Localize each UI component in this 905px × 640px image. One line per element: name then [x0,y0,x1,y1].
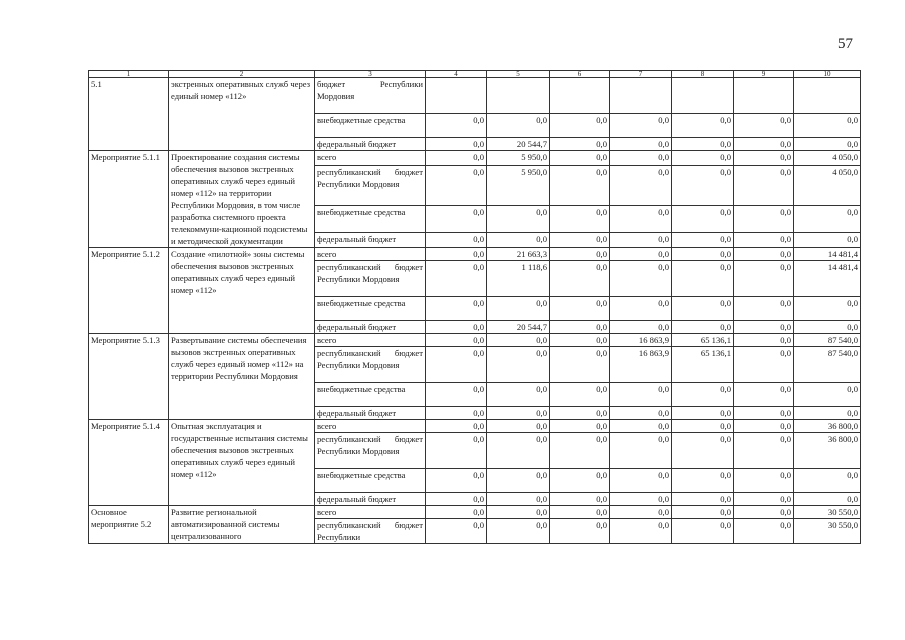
value-cell: 36 800,0 [794,433,861,469]
value-cell: 20 544,7 [487,138,550,151]
value-cell: 87 540,0 [794,334,861,347]
value-cell: 0,0 [550,138,610,151]
value-cell: 0,0 [610,506,672,519]
value-cell: 0,0 [426,114,487,138]
value-cell: 0,0 [672,233,734,248]
value-cell: 0,0 [487,114,550,138]
funding-source-cell: внебюджетные средства [315,297,426,321]
funding-source-cell: внебюджетные средства [315,383,426,407]
value-cell: 0,0 [426,420,487,433]
value-cell: 0,0 [426,469,487,493]
value-cell: 0,0 [734,206,794,233]
column-number: 7 [610,71,672,78]
funding-source-cell: федеральный бюджет [315,493,426,506]
value-cell: 0,0 [794,469,861,493]
value-cell: 0,0 [426,248,487,261]
value-cell: 0,0 [672,261,734,297]
value-cell: 0,0 [550,233,610,248]
value-cell: 0,0 [426,493,487,506]
value-cell: 0,0 [610,383,672,407]
value-cell: 0,0 [610,138,672,151]
value-cell: 0,0 [550,165,610,206]
value-cell: 0,0 [487,383,550,407]
funding-source-cell: внебюджетные средства [315,206,426,233]
value-cell: 20 544,7 [487,321,550,334]
value-cell: 0,0 [550,420,610,433]
value-cell: 0,0 [426,433,487,469]
value-cell: 0,0 [734,506,794,519]
activity-name-cell: Опытная эксплуатация и государственные испытания системы обеспечения вызовов экстренных оперативных служб через единый номер «112» [169,420,315,506]
value-cell: 0,0 [672,433,734,469]
page-number: 57 [838,36,853,52]
value-cell: 0,0 [610,321,672,334]
value-cell: 5 950,0 [487,165,550,206]
value-cell: 0,0 [672,248,734,261]
value-cell: 0,0 [734,420,794,433]
value-cell: 0,0 [610,233,672,248]
value-cell: 0,0 [672,383,734,407]
funding-source-cell: федеральный бюджет [315,321,426,334]
value-cell: 0,0 [487,233,550,248]
funding-source-cell: внебюджетные средства [315,469,426,493]
value-cell: 0,0 [610,493,672,506]
column-number: 3 [315,71,426,78]
value-cell: 0,0 [610,248,672,261]
funding-source-cell: внебюджетные средства [315,114,426,138]
value-cell: 0,0 [610,165,672,206]
funding-source-cell: республиканский бюджет Республики [315,519,426,544]
funding-source-cell: республиканский бюджет Республики Мордовия [315,165,426,206]
column-number-row [89,71,861,78]
activity-name-cell: Создание «пилотной» зоны системы обеспечения вызовов экстренных оперативных служб через единый номер «112» [169,248,315,334]
activity-name-cell: Развитие региональной автоматизированной системы централизованного [169,506,315,544]
funding-source-cell: федеральный бюджет [315,233,426,248]
budget-table [88,70,861,544]
value-cell: 0,0 [550,519,610,544]
value-cell: 0,0 [550,151,610,166]
value-cell: 0,0 [550,297,610,321]
value-cell: 0,0 [672,138,734,151]
value-cell: 0,0 [734,519,794,544]
value-cell: 0,0 [426,383,487,407]
activity-cell: Мероприятие 5.1.1 [89,151,169,248]
value-cell: 0,0 [794,206,861,233]
funding-source-cell: всего [315,334,426,347]
value-cell: 0,0 [487,519,550,544]
value-cell: 0,0 [734,433,794,469]
value-cell: 0,0 [426,297,487,321]
value-cell: 21 663,3 [487,248,550,261]
value-cell: 0,0 [794,114,861,138]
funding-source-cell: всего [315,506,426,519]
value-cell: 0,0 [610,261,672,297]
value-cell: 0,0 [487,407,550,420]
column-number: 9 [734,71,794,78]
value-cell: 4 050,0 [794,165,861,206]
activity-name-cell: экстренных оперативных служб через единый номер «112» [169,78,315,151]
value-cell: 0,0 [734,334,794,347]
value-cell: 0,0 [610,420,672,433]
value-cell: 0,0 [487,493,550,506]
value-cell [734,78,794,114]
activity-cell: 5.1 [89,78,169,151]
value-cell: 0,0 [426,206,487,233]
value-cell: 0,0 [794,233,861,248]
value-cell [487,78,550,114]
value-cell: 0,0 [426,233,487,248]
funding-source-cell: республиканский бюджет Республики Мордовия [315,261,426,297]
value-cell: 0,0 [426,261,487,297]
value-cell: 0,0 [734,469,794,493]
value-cell: 0,0 [550,506,610,519]
value-cell: 0,0 [426,519,487,544]
value-cell: 0,0 [550,248,610,261]
value-cell: 0,0 [672,165,734,206]
table-row [89,506,861,519]
value-cell: 16 863,9 [610,334,672,347]
value-cell: 0,0 [550,114,610,138]
activity-name-cell: Проектирование создания системы обеспечения вызовов экстренных оперативных служб через единый номер «112» на территории Республики Мордовия, в том числе разработка системного проекта телекоммуни-кационной подсистемы и методической документации [169,151,315,248]
value-cell: 0,0 [672,519,734,544]
value-cell [550,78,610,114]
value-cell: 0,0 [610,433,672,469]
value-cell: 0,0 [794,321,861,334]
value-cell [610,78,672,114]
value-cell: 0,0 [426,321,487,334]
value-cell: 0,0 [672,321,734,334]
value-cell: 0,0 [734,407,794,420]
column-number: 2 [169,71,315,78]
table-row [89,420,861,433]
funding-source-cell: республиканский бюджет Республики Мордовия [315,433,426,469]
value-cell: 0,0 [794,407,861,420]
value-cell: 0,0 [734,165,794,206]
value-cell: 0,0 [672,297,734,321]
funding-source-cell: всего [315,151,426,166]
column-number: 6 [550,71,610,78]
value-cell: 4 050,0 [794,151,861,166]
value-cell: 0,0 [794,383,861,407]
value-cell: 87 540,0 [794,347,861,383]
value-cell: 0,0 [610,206,672,233]
value-cell: 65 136,1 [672,347,734,383]
value-cell: 0,0 [610,407,672,420]
value-cell: 0,0 [426,506,487,519]
value-cell: 0,0 [734,138,794,151]
value-cell [672,78,734,114]
value-cell: 0,0 [487,347,550,383]
value-cell: 30 550,0 [794,519,861,544]
value-cell: 0,0 [426,138,487,151]
value-cell [426,78,487,114]
value-cell: 30 550,0 [794,506,861,519]
funding-source-cell: федеральный бюджет [315,407,426,420]
value-cell: 0,0 [734,321,794,334]
column-number: 8 [672,71,734,78]
funding-source-cell: республиканский бюджет Республики Мордовия [315,347,426,383]
column-number: 10 [794,71,861,78]
value-cell: 0,0 [487,420,550,433]
value-cell: 0,0 [426,334,487,347]
value-cell: 0,0 [610,469,672,493]
value-cell: 0,0 [487,506,550,519]
value-cell: 65 136,1 [672,334,734,347]
value-cell: 5 950,0 [487,151,550,166]
value-cell: 0,0 [794,493,861,506]
activity-cell: Мероприятие 5.1.3 [89,334,169,420]
activity-cell: Мероприятие 5.1.4 [89,420,169,506]
column-number: 1 [89,71,169,78]
value-cell: 0,0 [672,420,734,433]
value-cell: 0,0 [734,151,794,166]
column-number: 5 [487,71,550,78]
value-cell: 0,0 [426,165,487,206]
activity-name-cell: Развертывание системы обеспечения вызовов экстренных оперативных служб через единый номер «112» на территории Республики Мордовия [169,334,315,420]
value-cell [794,78,861,114]
value-cell: 0,0 [487,469,550,493]
value-cell: 0,0 [794,138,861,151]
value-cell: 0,0 [610,151,672,166]
table-row [89,248,861,261]
value-cell: 0,0 [550,469,610,493]
value-cell: 0,0 [672,206,734,233]
funding-source-cell: бюджет Республики Мордовия [315,78,426,114]
value-cell: 0,0 [610,519,672,544]
value-cell: 0,0 [550,206,610,233]
value-cell: 0,0 [550,347,610,383]
value-cell: 0,0 [672,407,734,420]
activity-cell: Основное мероприятие 5.2 [89,506,169,544]
value-cell: 0,0 [550,383,610,407]
value-cell: 0,0 [672,506,734,519]
value-cell: 0,0 [734,297,794,321]
value-cell: 0,0 [426,151,487,166]
value-cell: 0,0 [426,347,487,383]
value-cell: 0,0 [734,383,794,407]
value-cell: 0,0 [734,114,794,138]
activity-cell: Мероприятие 5.1.2 [89,248,169,334]
value-cell: 14 481,4 [794,248,861,261]
table-body [89,71,861,544]
value-cell: 0,0 [734,248,794,261]
table-row [89,78,861,114]
value-cell: 14 481,4 [794,261,861,297]
value-cell: 0,0 [550,493,610,506]
value-cell: 0,0 [426,407,487,420]
value-cell: 0,0 [610,297,672,321]
value-cell: 0,0 [734,493,794,506]
value-cell: 0,0 [487,334,550,347]
funding-source-cell: федеральный бюджет [315,138,426,151]
value-cell: 0,0 [487,433,550,469]
value-cell: 0,0 [672,151,734,166]
value-cell: 0,0 [550,433,610,469]
value-cell: 0,0 [487,297,550,321]
funding-source-cell: всего [315,248,426,261]
value-cell: 0,0 [550,407,610,420]
value-cell: 0,0 [550,321,610,334]
value-cell: 0,0 [734,261,794,297]
value-cell: 0,0 [550,261,610,297]
value-cell: 0,0 [550,334,610,347]
value-cell: 0,0 [672,493,734,506]
value-cell: 36 800,0 [794,420,861,433]
value-cell: 0,0 [487,206,550,233]
column-number: 4 [426,71,487,78]
value-cell: 0,0 [734,347,794,383]
value-cell: 1 118,6 [487,261,550,297]
funding-source-cell: всего [315,420,426,433]
value-cell: 0,0 [672,469,734,493]
value-cell: 0,0 [672,114,734,138]
value-cell: 0,0 [610,114,672,138]
table-row [89,151,861,166]
value-cell: 0,0 [734,233,794,248]
value-cell: 0,0 [794,297,861,321]
table-row [89,334,861,347]
value-cell: 16 863,9 [610,347,672,383]
